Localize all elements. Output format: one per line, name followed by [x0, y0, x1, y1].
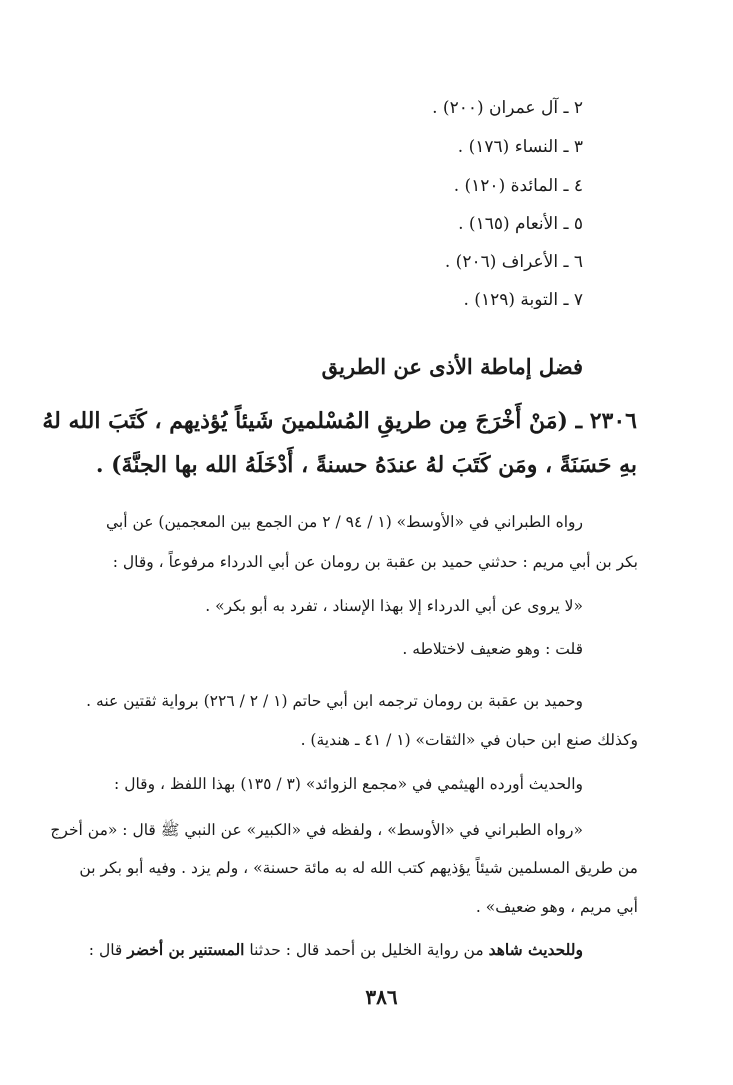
- bold-phrase: المستنير بن أخضر: [127, 940, 245, 959]
- bold-phrase: وللحديث شاهد: [488, 940, 583, 959]
- paragraph-line: بكر بن أبي مريم : حدثني حميد بن عقبة بن رومان عن أبي الدرداء مرفوعاً ، وقال :: [112, 553, 638, 571]
- quotation-line: «لا يروى عن أبي الدرداء إلا بهذا الإسناد ، تفرد به أبو بكر» .: [205, 597, 583, 615]
- surah-list-item: ٦ ـ الأعراف (٢٠٦) .: [444, 252, 583, 272]
- quotation-line: «رواه الطبراني في «الأوسط» ، ولفظه في «الكبير» عن النبي ﷺ قال : «من أخرج: [50, 821, 583, 839]
- quotation-line: من طريق المسلمين شيئاً يؤذيهم كتب الله له به مائة حسنة» ، ولم يزد . وفيه أبو بكر بن: [79, 859, 638, 877]
- surah-list-item: ٧ ـ التوبة (١٢٩) .: [463, 290, 583, 310]
- section-heading: فضل إماطة الأذى عن الطريق: [321, 354, 583, 379]
- author-comment: قلت : وهو ضعيف لاختلاطه .: [402, 640, 583, 658]
- inline-text: قال :: [88, 941, 128, 959]
- inline-text: من رواية الخليل بن أحمد قال : حدثنا: [244, 941, 489, 959]
- paragraph-line: رواه الطبراني في «الأوسط» (١ / ٩٤ / ٢ من الجمع بين المعجمين) عن أبي: [105, 513, 583, 531]
- paragraph-line: [89, 940, 583, 959]
- hadith-text-line: ٢٣٠٦ ـ (مَنْ أَخْرَجَ مِن طريقِ المُسْلمينَ شَيئاً يُؤذيهم ، كَتَبَ الله لهُ: [42, 408, 637, 434]
- paragraph-line: والحديث أورده الهيثمي في «مجمع الزوائد» (٣ / ١٣٥) بهذا اللفظ ، وقال :: [114, 775, 583, 793]
- page-number: ٣٨٦: [365, 985, 398, 1009]
- paragraph-line: وكذلك صنع ابن حبان في «الثقات» (١ / ٤١ ـ هندية) .: [300, 731, 638, 749]
- surah-list-item: ٤ ـ المائدة (١٢٠) .: [453, 176, 583, 196]
- paragraph-line: وحميد بن عقبة بن رومان ترجمه ابن أبي حاتم (١ / ٢ / ٢٢٦) برواية ثقتين عنه .: [86, 692, 583, 710]
- surah-list-item: ٣ ـ النساء (١٧٦) .: [457, 137, 583, 157]
- surah-list-item: ٢ ـ آل عمران (٢٠٠) .: [432, 98, 583, 118]
- surah-list-item: ٥ ـ الأنعام (١٦٥) .: [458, 214, 583, 234]
- quotation-line: أبي مريم ، وهو ضعيف» .: [475, 898, 638, 916]
- hadith-text-line: بهِ حَسَنَةً ، ومَن كَتَبَ لهُ عندَهُ حسنةً ، أَدْخَلَهُ الله بها الجنَّةَ) .: [95, 452, 637, 478]
